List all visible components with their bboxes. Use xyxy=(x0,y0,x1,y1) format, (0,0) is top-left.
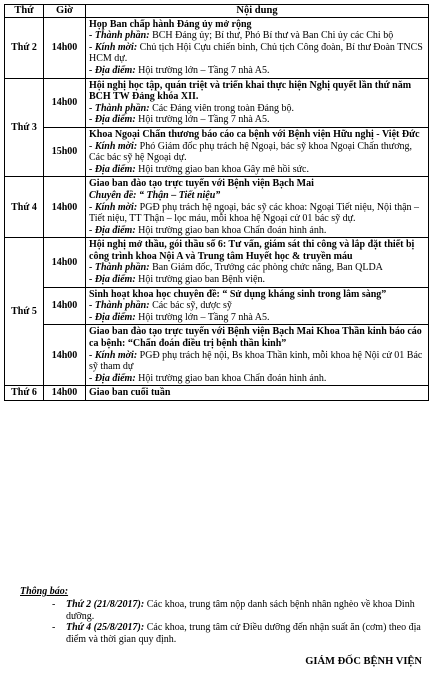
schedule-body xyxy=(5,17,429,400)
event-detail xyxy=(89,202,425,225)
detail-label: - Kính mời: xyxy=(89,41,138,53)
note-text: Các khoa, trung tâm cử Điều dưỡng đến nhận suất ăn (cơm) theo địa điểm và thời gian quy định. xyxy=(66,622,421,646)
event-title: Hội nghị mở thầu, gói thầu số 6: Tư vấn, giám sát thi công và lắp đặt thiết bị công trình khoa Nội A và Trung tâm Huyết học & truyền máu xyxy=(89,239,415,262)
detail-text: Hội trường giao ban khoa Gây mê hồi sức. xyxy=(135,163,309,175)
event-detail xyxy=(89,42,425,65)
detail-label: - Địa điểm: xyxy=(89,274,136,286)
table-header-row xyxy=(5,5,429,18)
event-detail xyxy=(89,103,425,115)
time-cell: 14h00 xyxy=(44,238,86,287)
day-cell: Thứ 5 xyxy=(5,238,44,386)
header-time: Giờ xyxy=(44,5,86,18)
time-cell: 14h00 xyxy=(44,177,86,238)
time-cell: 14h00 xyxy=(44,78,86,127)
time-cell: 14h00 xyxy=(44,287,86,325)
detail-text: Chủ tịch Hội Cựu chiến binh, Chủ tịch Công đoàn, Bí thư Đoàn TNCS HCM dự. xyxy=(89,41,423,65)
table-row xyxy=(5,127,429,176)
detail-label: - Thành phần: xyxy=(89,300,150,312)
detail-text: PGĐ phụ trách hệ nội, Bs khoa Thần kinh, mỗi khoa hệ Nội cử 01 Bác sỹ tham dự xyxy=(89,349,423,373)
table-row xyxy=(5,386,429,401)
table-row xyxy=(5,78,429,127)
detail-text: Hội trường lớn – Tầng 7 nhà A5. xyxy=(135,311,270,323)
note-dash: - xyxy=(52,622,56,634)
event-detail xyxy=(89,141,425,164)
content-cell xyxy=(86,127,429,176)
note-dash: - xyxy=(52,598,56,610)
table-row xyxy=(5,287,429,325)
notes-title: Thông báo: xyxy=(20,586,69,597)
detail-label: - Kính mời: xyxy=(89,201,138,213)
table-row xyxy=(5,177,429,238)
time-cell: 14h00 xyxy=(44,325,86,386)
event-detail xyxy=(89,30,425,42)
event-title: Khoa Ngoại Chấn thương báo cáo ca bệnh với Bệnh viện Hữu nghị - Việt Đức xyxy=(89,128,420,140)
content-cell xyxy=(86,238,429,287)
detail-text: Hội trường giao ban Bệnh viện. xyxy=(135,274,265,286)
day-cell: Thứ 3 xyxy=(5,78,44,177)
event-title: Giao ban cuối tuần xyxy=(89,387,171,399)
detail-text: Hội trường giao ban khoa Chẩn đoán hình ảnh. xyxy=(135,372,327,384)
detail-label: - Địa điểm: xyxy=(89,372,136,384)
detail-label: - Thành phần: xyxy=(89,102,150,114)
detail-text: Hội trường lớn – Tầng 7 nhà A5. xyxy=(135,114,270,126)
detail-text: Các Đảng viên trong toàn Đảng bộ. xyxy=(149,102,294,114)
detail-text: BCH Đảng ủy; Bí thư, Phó Bí thư và Ban Chi ủy các Chi bộ xyxy=(149,30,394,42)
content-cell xyxy=(86,17,429,78)
table-row xyxy=(5,238,429,287)
detail-text: Phó Giám đốc phụ trách hệ Ngoại, bác sỹ khoa Ngoại Chấn thương, Các bác sỹ hệ Ngoại dự. xyxy=(89,140,412,164)
content-cell xyxy=(86,325,429,386)
event-detail xyxy=(89,65,425,77)
event-detail xyxy=(89,164,425,176)
time-cell: 14h00 xyxy=(44,17,86,78)
content-cell xyxy=(86,386,429,401)
note-date: Thứ 4 (25/8/2017): xyxy=(66,622,145,634)
detail-label: - Kính mời: xyxy=(89,140,138,152)
event-detail xyxy=(89,114,425,126)
content-cell xyxy=(86,287,429,325)
content-cell xyxy=(86,78,429,127)
event-subtitle: Chuyên đề: “ Thận – Tiết niệu” xyxy=(89,189,221,201)
event-detail xyxy=(89,350,425,373)
detail-label: - Địa điểm: xyxy=(89,64,136,76)
notes-section xyxy=(20,586,425,646)
note-item xyxy=(20,599,425,623)
time-cell: 15h00 xyxy=(44,127,86,176)
day-cell: Thứ 6 xyxy=(5,386,44,401)
detail-text: Hội trường giao ban khoa Chẩn đoán hình ảnh. xyxy=(135,224,327,236)
detail-text: PGĐ phụ trách hệ ngoại, bác sỹ các khoa: Ngoại Tiết niệu, Nội thận – Tiết niệu, TT Thận – lọc máu, mỗi khoa hệ Ngoại cử 01 bác sỹ dự. xyxy=(89,201,420,225)
detail-label: - Địa điểm: xyxy=(89,163,136,175)
event-detail xyxy=(89,300,425,312)
detail-text: Ban Giám đốc, Trưởng các phòng chức năng, Ban QLDA xyxy=(149,262,383,274)
event-detail xyxy=(89,274,425,286)
event-detail xyxy=(89,225,425,237)
table-row xyxy=(5,325,429,386)
note-item xyxy=(20,622,425,646)
content-cell xyxy=(86,177,429,238)
event-title: Giao ban đào tạo trực tuyến với Bệnh viện Bạch Mai xyxy=(89,178,314,190)
event-title: Hội nghị học tập, quán triệt và triển khai thực hiện Nghị quyết lần thứ năm BCH TW Đảng khóa XII. xyxy=(89,79,412,103)
event-title: Sinh hoạt khoa học chuyên đề: “ Sử dụng kháng sinh trong lâm sàng” xyxy=(89,288,387,300)
detail-text: Hội trường lớn – Tầng 7 nhà A5. xyxy=(135,64,270,76)
note-text: Các khoa, trung tâm nộp danh sách bệnh nhân nghèo về khoa Dinh dưỡng. xyxy=(66,598,415,622)
event-title: Họp Ban chấp hành Đảng ủy mở rộng xyxy=(89,18,252,30)
event-detail xyxy=(89,312,425,324)
event-detail xyxy=(89,373,425,385)
detail-label: - Địa điểm: xyxy=(89,114,136,126)
table-row xyxy=(5,17,429,78)
header-content: Nội dung xyxy=(86,5,429,18)
detail-label: - Địa điểm: xyxy=(89,311,136,323)
detail-label: - Thành phần: xyxy=(89,30,150,42)
event-detail xyxy=(89,262,425,274)
detail-label: - Địa điểm: xyxy=(89,224,136,236)
note-date: Thứ 2 (21/8/2017): xyxy=(66,598,145,610)
header-day: Thứ xyxy=(5,5,44,18)
event-title: Giao ban đào tạo trực tuyến với Bệnh viện Bạch Mai Khoa Thần kinh báo cáo ca bệnh: “Chẩn đoán điều trị bệnh thần kinh” xyxy=(89,326,422,350)
day-cell: Thứ 4 xyxy=(5,177,44,238)
detail-label: - Kính mời: xyxy=(89,349,138,361)
schedule-table xyxy=(4,4,429,401)
time-cell: 14h00 xyxy=(44,386,86,401)
detail-label: - Thành phần: xyxy=(89,262,150,274)
day-cell: Thứ 2 xyxy=(5,17,44,78)
signature: GIÁM ĐỐC BỆNH VIỆN xyxy=(305,656,422,667)
detail-text: Các bác sỹ, dược sỹ xyxy=(149,300,232,312)
